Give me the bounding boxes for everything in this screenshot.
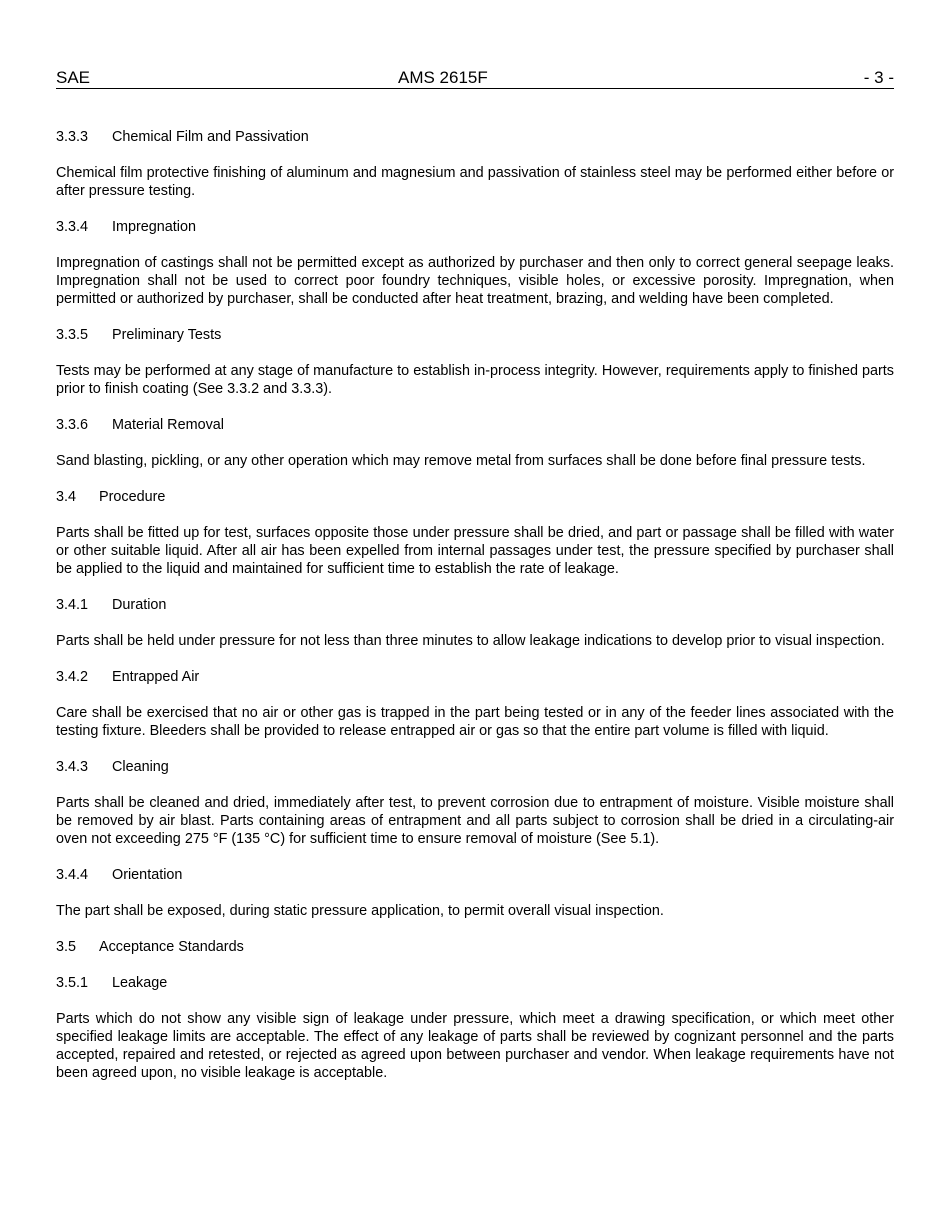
- header-org: SAE: [56, 68, 91, 87]
- section-body-3-4: Parts shall be fitted up for test, surfaces opposite those under pressure shall be dried, and part or passage shall be filled with water or other suitable liquid. After all air has been expelled from internal passages under test, the pressure specified by purchaser shall be applied to the liquid and maintained for sufficient time to establish the rate of leakage.: [56, 525, 894, 577]
- section-body-3-3-5: Tests may be performed at any stage of manufacture to establish in-process integrity. However, requirements apply to finished parts prior to finish coating (See 3.3.2 and 3.3.3).: [56, 363, 894, 397]
- section-title: Acceptance Standards: [99, 939, 244, 955]
- section-heading-3-4-3: [56, 758, 894, 776]
- section-body-3-5-1: Parts which do not show any visible sign of leakage under pressure, which meet a drawing specification, or which meet other specified leakage limits are acceptable. The effect of any leakage of parts shall be reviewed by cognizant personnel and the parts accepted, repaired and retested, or rejected as agreed upon between purchaser and vendor. When leakage requirements have not been agreed upon, no visible leakage is acceptable.: [56, 1011, 894, 1081]
- section-number: 3.5.1: [56, 975, 89, 991]
- page-header: [56, 68, 894, 89]
- section-heading-3-4-4: [56, 866, 894, 884]
- section-number: 3.4: [56, 489, 77, 505]
- section-number: 3.4.1: [56, 597, 89, 613]
- section-body-3-4-1: Parts shall be held under pressure for not less than three minutes to allow leakage indications to develop prior to visual inspection.: [56, 633, 885, 649]
- section-title: Preliminary Tests: [112, 327, 222, 343]
- section-heading-3-4-2: [56, 668, 894, 686]
- header-page-number: - 3 -: [863, 68, 894, 87]
- section-number: 3.3.6: [56, 417, 89, 433]
- section-title: Impregnation: [112, 219, 196, 235]
- section-heading-3-5: [56, 938, 894, 956]
- section-heading-3-4-1: [56, 596, 894, 614]
- section-title: Leakage: [112, 975, 168, 991]
- section-number: 3.3.4: [56, 219, 89, 235]
- section-body-3-3-4: Impregnation of castings shall not be permitted except as authorized by purchaser and then only to correct general seepage leaks. Impregnation shall not be used to correct poor foundry techniques, visible holes, or excessive porosity. Impregnation, when permitted or authorized by purchaser, shall be conducted after heat treatment, brazing, and welding have been completed.: [56, 255, 894, 307]
- header-doc-id: AMS 2615F: [398, 68, 488, 87]
- section-body-3-3-3: Chemical film protective finishing of aluminum and magnesium and passivation of stainless steel may be performed either before or after pressure testing.: [56, 165, 894, 199]
- section-title: Procedure: [99, 489, 166, 505]
- section-title: Entrapped Air: [112, 669, 200, 685]
- section-title: Material Removal: [112, 417, 224, 433]
- section-number: 3.3.5: [56, 327, 89, 343]
- section-number: 3.4.3: [56, 759, 89, 775]
- section-title: Duration: [112, 597, 167, 613]
- section-body-3-4-4: The part shall be exposed, during static pressure application, to permit overall visual inspection.: [56, 903, 664, 919]
- section-title: Cleaning: [112, 759, 169, 775]
- section-heading-3-5-1: [56, 974, 894, 992]
- section-heading-3-3-6: [56, 416, 894, 434]
- section-title: Chemical Film and Passivation: [112, 129, 309, 145]
- section-number: 3.5: [56, 939, 77, 955]
- section-number: 3.4.4: [56, 867, 89, 883]
- section-number: 3.4.2: [56, 669, 89, 685]
- section-heading-3-3-5: [56, 326, 894, 344]
- section-heading-3-3-4: [56, 218, 894, 236]
- section-number: 3.3.3: [56, 129, 89, 145]
- section-body-3-4-2: Care shall be exercised that no air or other gas is trapped in the part being tested or in any of the feeder lines associated with the testing fixture. Bleeders shall be provided to release entrapped air or gas so that the entire part volume is filled with liquid.: [56, 705, 894, 739]
- document-body: [56, 128, 894, 1100]
- section-body-3-3-6: Sand blasting, pickling, or any other operation which may remove metal from surfaces shall be done before final pressure tests.: [56, 453, 866, 469]
- section-heading-3-4: [56, 488, 894, 506]
- section-body-3-4-3: Parts shall be cleaned and dried, immediately after test, to prevent corrosion due to entrapment of moisture. Visible moisture shall be removed by air blast. Parts containing areas of entrapment and all parts subject to corrosion shall be dried in a circulating-air oven not exceeding 275 °F (135 °C) for sufficient time to ensure removal of moisture (See 5.1).: [56, 795, 894, 847]
- section-heading-3-3-3: [56, 128, 894, 146]
- section-title: Orientation: [112, 867, 183, 883]
